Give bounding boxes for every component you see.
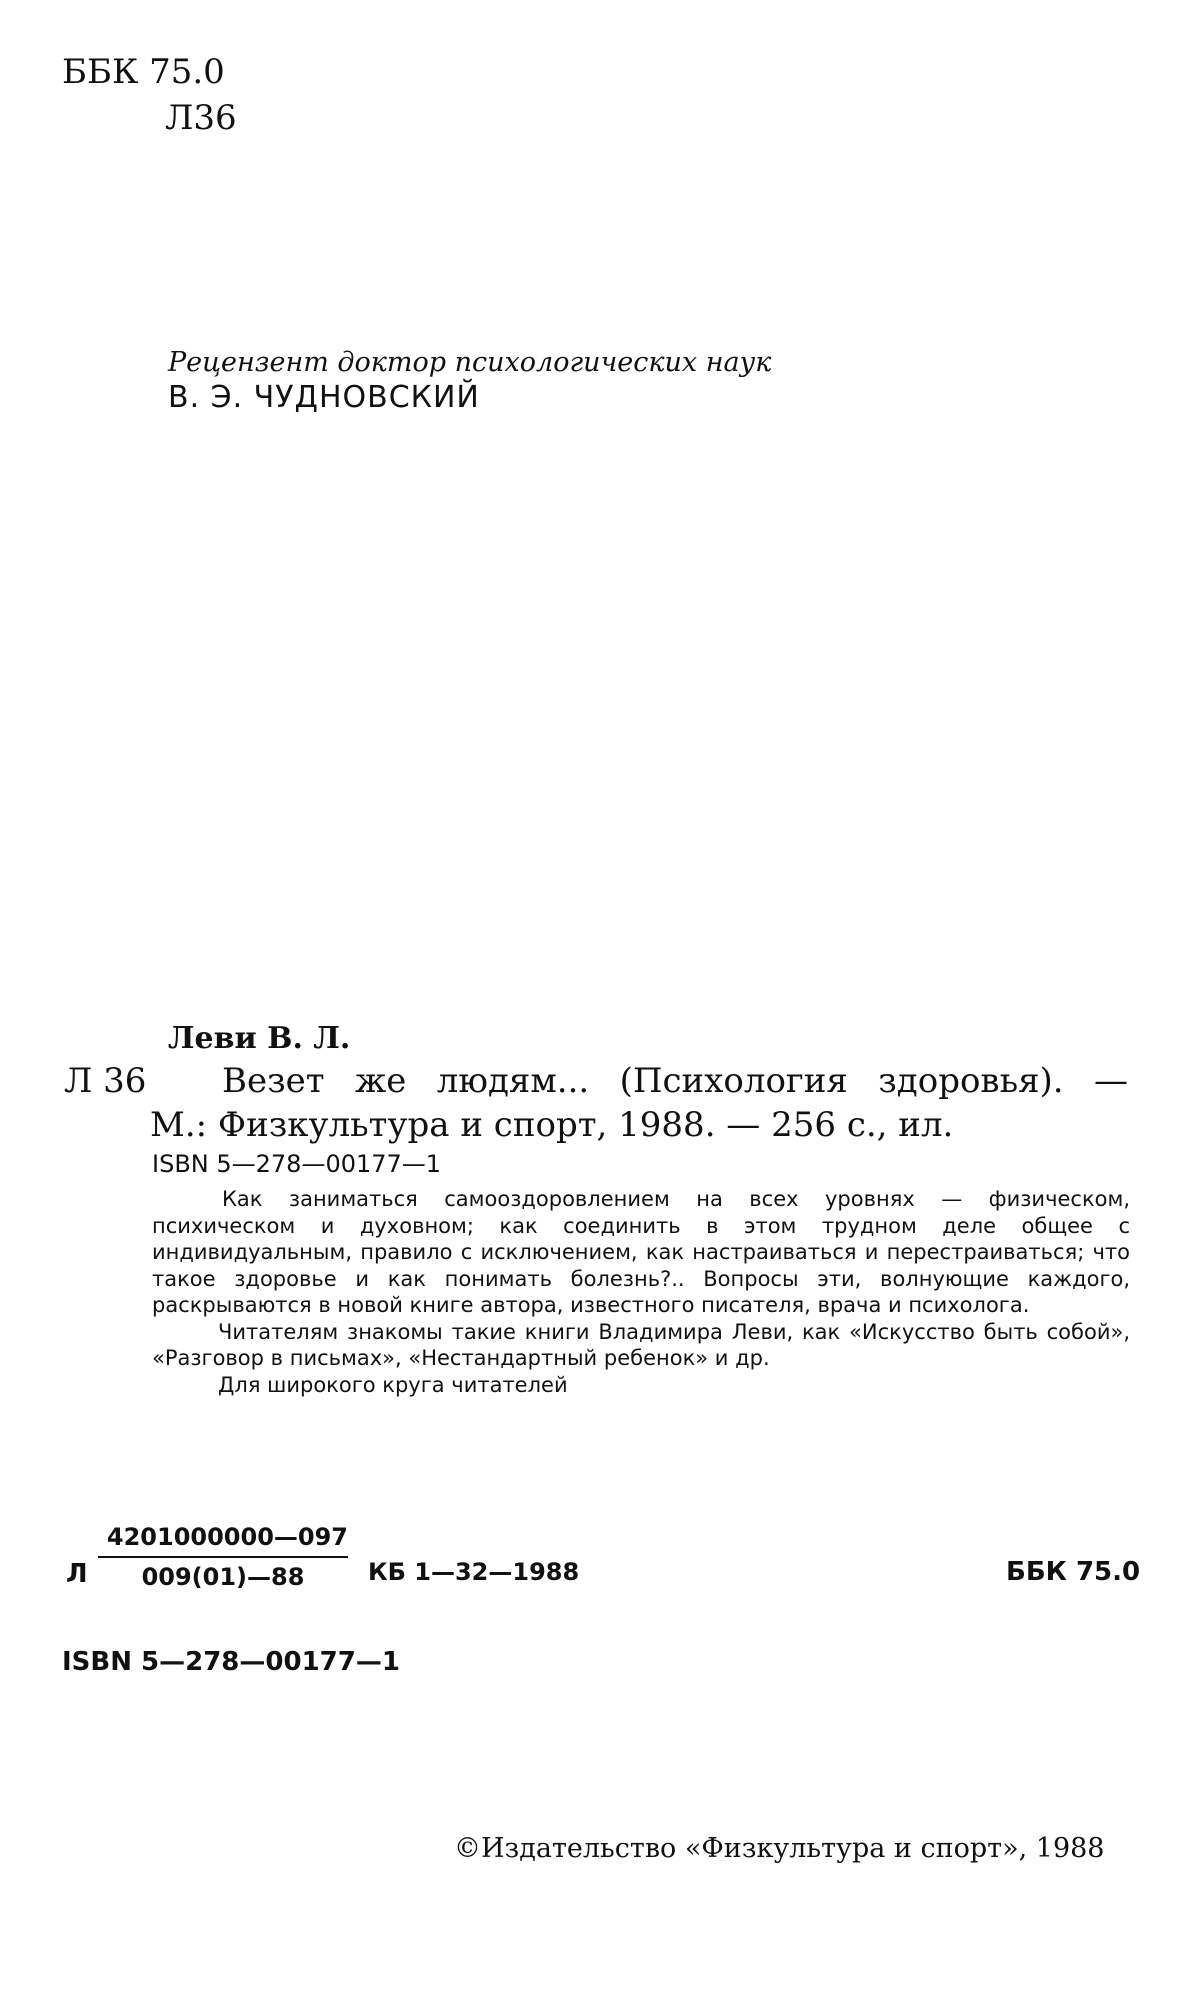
copyright-notice: ©Издательство «Физкультура и спорт», 1988 — [454, 1833, 1105, 1864]
catalog-title: Везет же людям... (Психология здоровья). — — [222, 1061, 1128, 1101]
cipher-numerator: 4201000000—097 — [106, 1523, 348, 1551]
bbk-bottom: ББК 75.0 — [1006, 1557, 1141, 1587]
reviewer-label: Рецензент доктор психологических наук — [168, 347, 772, 378]
isbn-bottom: ISBN 5—278—00177—1 — [62, 1647, 400, 1677]
catalog-isbn: ISBN 5—278—00177—1 — [152, 1150, 442, 1178]
annotation-paragraph: Читателям знакомы такие книги Владимира Леви, как «Искусство быть собой», «Разговор в письмах», «Нестандартный ребенок» и др. — [152, 1319, 1130, 1370]
cipher-denominator: 009(01)—88 — [141, 1563, 305, 1591]
catalog-publisher-line: М.: Физкультура и спорт, 1988. — 256 с., ил. — [150, 1105, 954, 1145]
cipher-prefix: Л — [66, 1559, 88, 1589]
author-sign: Л36 — [165, 98, 237, 138]
annotation-paragraph: Как заниматься самооздоровлением на всех уровнях — физическом, психическом и духовном; как соединить в этом трудном деле общее с индивидуальным, правило с исключением, как настраиваться и перестраиваться; что такое здоровье и как понимать болезнь?.. Вопросы эти, волнующие каждого, раскрываются в новой книге автора, известного писателя, врача и психолога. — [152, 1187, 1130, 1317]
annotation — [152, 1186, 1130, 1398]
reviewer-name: В. Э. ЧУДНОВСКИЙ — [168, 380, 480, 415]
catalog-code: Л 36 — [64, 1061, 147, 1101]
cipher-fraction — [98, 1522, 348, 1592]
bbk-code: ББК 75.0 — [62, 52, 225, 92]
catalog-author: Леви В. Л. — [168, 1021, 351, 1056]
kb-code: КБ 1—32—1988 — [368, 1558, 580, 1586]
fraction-bar — [98, 1556, 348, 1558]
annotation-audience: Для широкого круга читателей — [218, 1372, 568, 1397]
